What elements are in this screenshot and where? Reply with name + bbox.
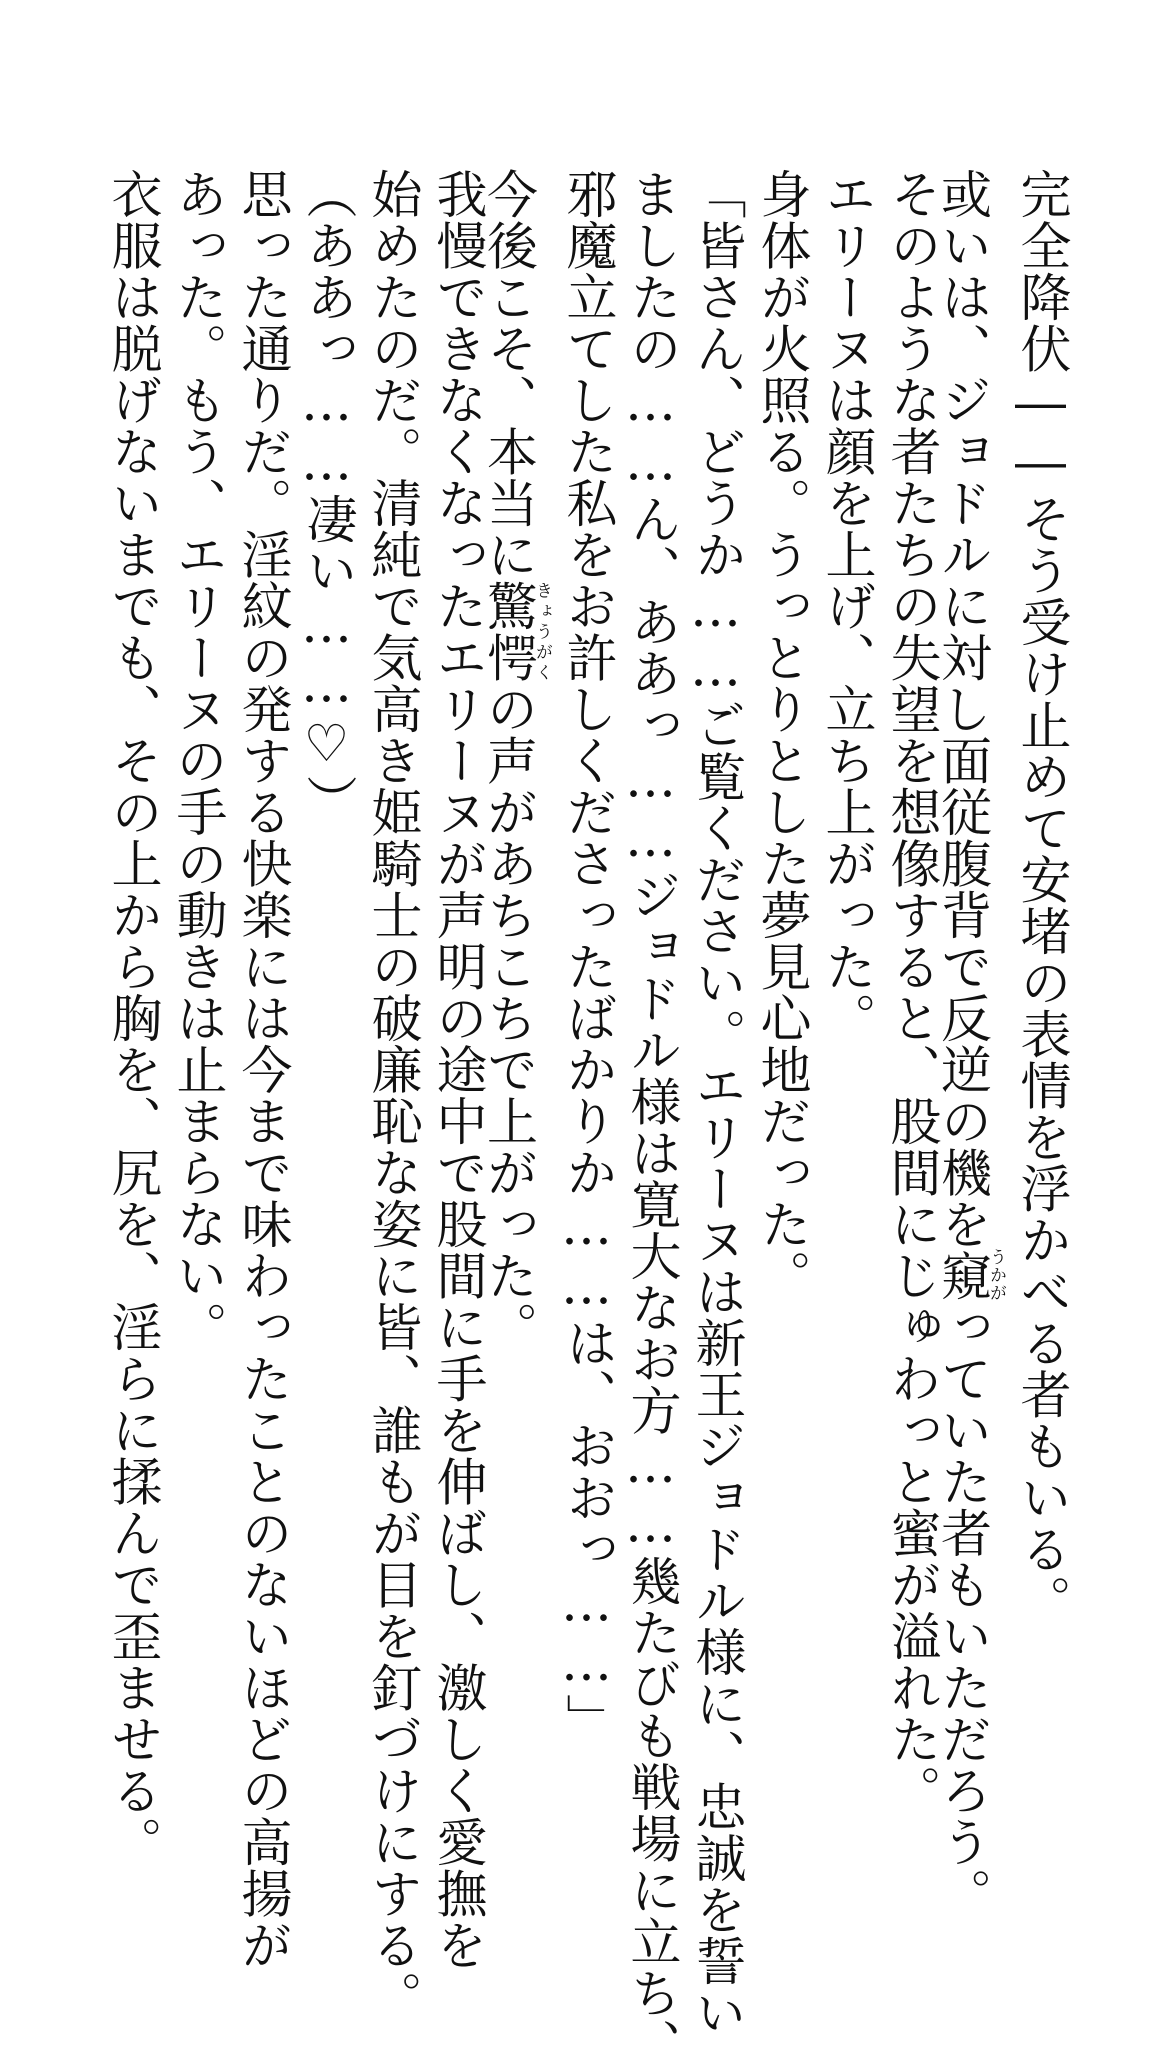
text-line: エリーヌは顔を上げ、立ち上がった。: [816, 168, 875, 1044]
text-segment: の声があちこちで上がった。: [477, 683, 537, 1353]
ruby-annotation: [931, 1248, 1006, 1303]
text-segment: 或いは、ジョドルに対し面従腹背で反逆の機を: [931, 168, 991, 1250]
text-line: [477, 168, 552, 1638]
ruby-reading: うかが: [986, 1248, 1006, 1303]
text-line: 邪魔立てした私をお許しくださったばかりか……は、おおっ……」: [557, 168, 616, 1745]
text-line: 我慢できなくなったエリーヌが声明の途中で股間に手を伸ばし、激しく愛撫を: [427, 168, 486, 1971]
text-line: 始めたのだ。清純で気高き姫騎士の破廉恥な姿に皆、誰もが目を釘づけにする。: [362, 168, 421, 2022]
text-line: そのような者たちの失望を想像すると、股間にじゅわっと蜜が溢れた。: [881, 168, 940, 1816]
text-line: （ああっ……凄い……♡）: [297, 168, 356, 826]
ruby-base: 窺: [931, 1248, 991, 1303]
text-line: 思った通りだ。淫紋の発する快楽には今まで味わったことのないほどの高揚が: [232, 168, 291, 1971]
ruby-annotation: [477, 580, 552, 683]
text-line: 完全降伏――そう受け止めて安堵の表情を浮かべる者もいる。: [1011, 168, 1070, 1626]
text-line: ましたの……ん、ああっ……ジョドル様は寛大なお方……幾たびも戦場に立ち、: [621, 168, 680, 2070]
text-line: 「皆さん、どうか……ご覧ください。エリーヌは新王ジョドル様に、忠誠を誓い: [686, 168, 745, 2038]
ruby-base: 驚愕: [477, 580, 537, 683]
text-segment: っていた者もいただろう。: [931, 1301, 991, 1919]
text-line: 身体が火照る。うっとりとした夢見心地だった。: [751, 168, 810, 1301]
text-segment: 今後こそ、本当に: [477, 168, 537, 580]
text-line: 衣服は脱げないまでも、その上から胸を、尻を、淫らに揉んで歪ませる。: [102, 168, 161, 1868]
text-line: あった。もう、エリーヌの手の動きは止まらない。: [167, 168, 226, 1353]
ruby-reading: きょうがく: [532, 580, 552, 683]
text-line: [931, 168, 1006, 1919]
